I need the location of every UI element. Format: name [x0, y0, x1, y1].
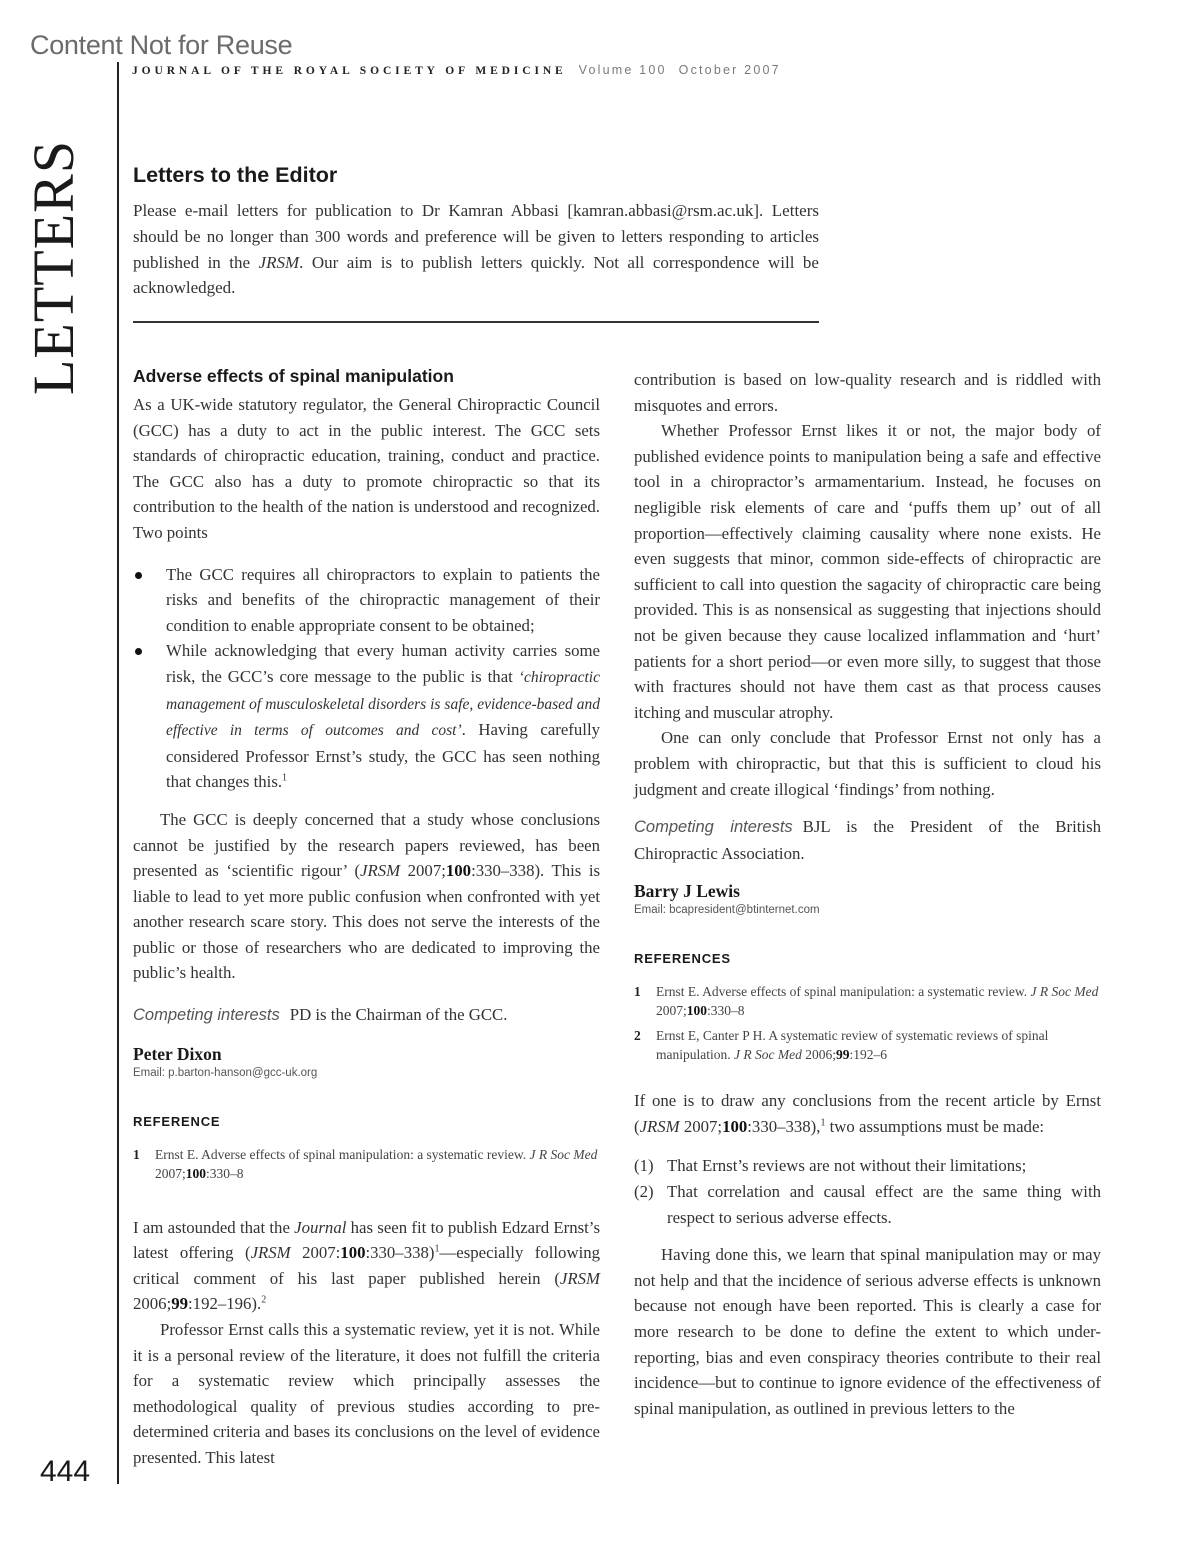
letter3-paragraph-2: Having done this, we learn that spinal manipulation may or may not help and that the incidence of serious adverse effects is unknown because not enough have been reported. This is clearly a case for more research to be done to define the extent to which under-reporting, bias and even conspiracy theories contribute to their real incidence—but to continue to ignore evidence of the effectiveness of spinal manipulation, as outlined in previous letters to the [634, 1245, 1101, 1418]
letter1-bullet-list [133, 562, 600, 795]
letter2-paragraph-1: I am astounded that the Journal has seen fit to publish Edzard Ernst’s latest offering (JRSM 2007:100:330–338)$^1$—especially following critical comment of his last paper published herein (JRSM 2006;99:192–196).$^2$ [133, 1217, 601, 1314]
assumption-item: (2) That correlation and causal effect are the same thing with respect to serious adverse effects. [634, 1182, 1101, 1227]
competing-interests: Competing interests BJL is the President of the British Chiropractic Association. [634, 817, 1101, 863]
left-column [133, 364, 600, 1471]
bullet-item: The GCC requires all chiropractors to explain to patients the risks and benefits of the chiropractic management of their condition to enable appropriate consent to be obtained; [133, 562, 600, 639]
author-email[interactable]: Email: bcapresident@btinternet.com [634, 904, 820, 917]
intro-text: Please e-mail letters for publication to Dr Kamran Abbasi [kamran.abbasi@rsm.ac.uk]. Letters should be no longer than 300 words and preference will be given to letters responding to articles published in the JRSM. Our aim is to publish letters quickly. Not all correspondence will be acknowledged. [133, 201, 819, 298]
citation-1: 1 [282, 772, 288, 784]
letter2-paragraph-4: One can only conclude that Professor Ernst not only has a problem with chiropractic, but that this is sufficient to cloud his judgment and create illogical ‘findings’ from nothing. [634, 728, 1101, 799]
reference-list [634, 982, 1101, 1064]
letter2-paragraph-2-continued: contribution is based on low-quality research and is riddled with misquotes and errors. [634, 370, 1101, 415]
references-heading: REFERENCE [133, 1113, 221, 1129]
author-name: Barry J Lewis [634, 881, 740, 902]
competing-interests: Competing interests PD is the Chairman of the GCC. [133, 1005, 508, 1025]
letter2-paragraph-3: Whether Professor Ernst likes it or not, the major body of published evidence points to manipulation being a safe and effective tool in a chiropractor’s armamentarium. Instead, he focuses on negligible risk elements of care and ‘puffs them up’ out of all proportion—effectively claiming causality where none exists. He even suggests that minor, common side-effects of chiropractic are sufficient to call into question the sagacity of chiropractic care being provided. This is as nonsensical as suggesting that injections should not be given because they cause localized inflammation and ‘hurt’ patients for a short period—or even more silly, to suggest that those with fractures should not have them cast as that process causes itching and muscular atrophy. [634, 421, 1101, 722]
journal-name: JOURNAL OF THE ROYAL SOCIETY OF MEDICINE [132, 65, 567, 77]
journal-volume: Volume 100 [578, 63, 667, 77]
bullet-icon [135, 648, 142, 655]
letter1-paragraph-2: The GCC is deeply concerned that a study whose conclusions cannot be justified by the research papers reviewed, has been presented as ‘scientific rigour’ (JRSM 2007;100:330–338). This is liable to lead to yet more public confusion when confronted with yet another research scare story. This does not serve the interests of the public or those of researchers who are dedicated to improving the public’s health. [133, 809, 601, 983]
page-title: Letters to the Editor [133, 163, 338, 187]
assumption-list [634, 1153, 1101, 1230]
reference-item: 1 Ernst E. Adverse effects of spinal manipulation: a systematic review. J R Soc Med 2007;100:330–8 [133, 1146, 598, 1181]
watermark: Content Not for Reuse [30, 30, 293, 60]
author-name: Peter Dixon [133, 1043, 222, 1064]
right-column [634, 367, 1101, 1421]
bullet-icon [135, 572, 142, 579]
letter3-paragraph-1: If one is to draw any conclusions from the recent article by Ernst (JRSM 2007;100:330–338),$^1$ two assumptions must be made: [634, 1091, 1101, 1136]
section-divider [133, 321, 819, 323]
reference-item: 1 Ernst E. Adverse effects of spinal manipulation: a systematic review. J R Soc Med 2007;100:330–8 [634, 984, 1099, 1019]
bullet-item: While acknowledging that every human activity carries some risk, the GCC’s core message to the public is that ‘chiropractic management of musculoskeletal disorders is safe, evidence-based and effective in terms of outcomes and cost’. Having carefully considered Professor Ernst’s study, the GCC has seen nothing that changes this.$^1$ [133, 638, 600, 795]
references-heading: REFERENCES [634, 951, 731, 967]
margin-rule [117, 62, 119, 1484]
jrsm-abbrev: JRSM [258, 252, 300, 272]
reference-list [133, 1145, 600, 1183]
letter1-paragraph-1: As a UK-wide statutory regulator, the General Chiropractic Council (GCC) has a duty to act in the public interest. The GCC sets standards of chiropractic education, training, conduct and practice. The GCC also has a duty to promote chiropractic so that its contribution to the health of the nation is understood and recognized. Two points [133, 395, 600, 542]
section-tab: LETTERS [21, 139, 86, 395]
journal-date: October 2007 [678, 63, 781, 77]
gcc-quote: ‘chiropractic management of musculoskeletal disorders is safe, evidence-based and effective in terms of outcomes and cost’ [166, 668, 600, 740]
running-head [132, 61, 781, 79]
assumption-item: (1) That Ernst’s reviews are not without their limitations; [634, 1156, 1027, 1176]
author-email[interactable]: Email: p.barton-hanson@gcc-uk.org [133, 1066, 318, 1079]
letters-intro [133, 163, 819, 301]
letter2-paragraph-2: Professor Ernst calls this a systematic review, yet it is not. While it is a personal review of the literature, it does not fulfill the criteria for a systematic review which principally assesses the methodological quality of previous studies according to pre-determined criteria and bases its conclusions on the level of evidence presented. This latest [133, 1320, 600, 1467]
competing-interests-label: Competing interests [634, 818, 793, 837]
competing-interests-label: Competing interests [133, 1006, 280, 1025]
reference-item: 2 Ernst E, Canter P H. A systematic review of systematic reviews of spinal manipulation. J R Soc Med 2006;99:192–6 [634, 1028, 1049, 1063]
letter-title: Adverse effects of spinal manipulation [133, 366, 454, 386]
page-number: 444 [40, 1455, 91, 1488]
